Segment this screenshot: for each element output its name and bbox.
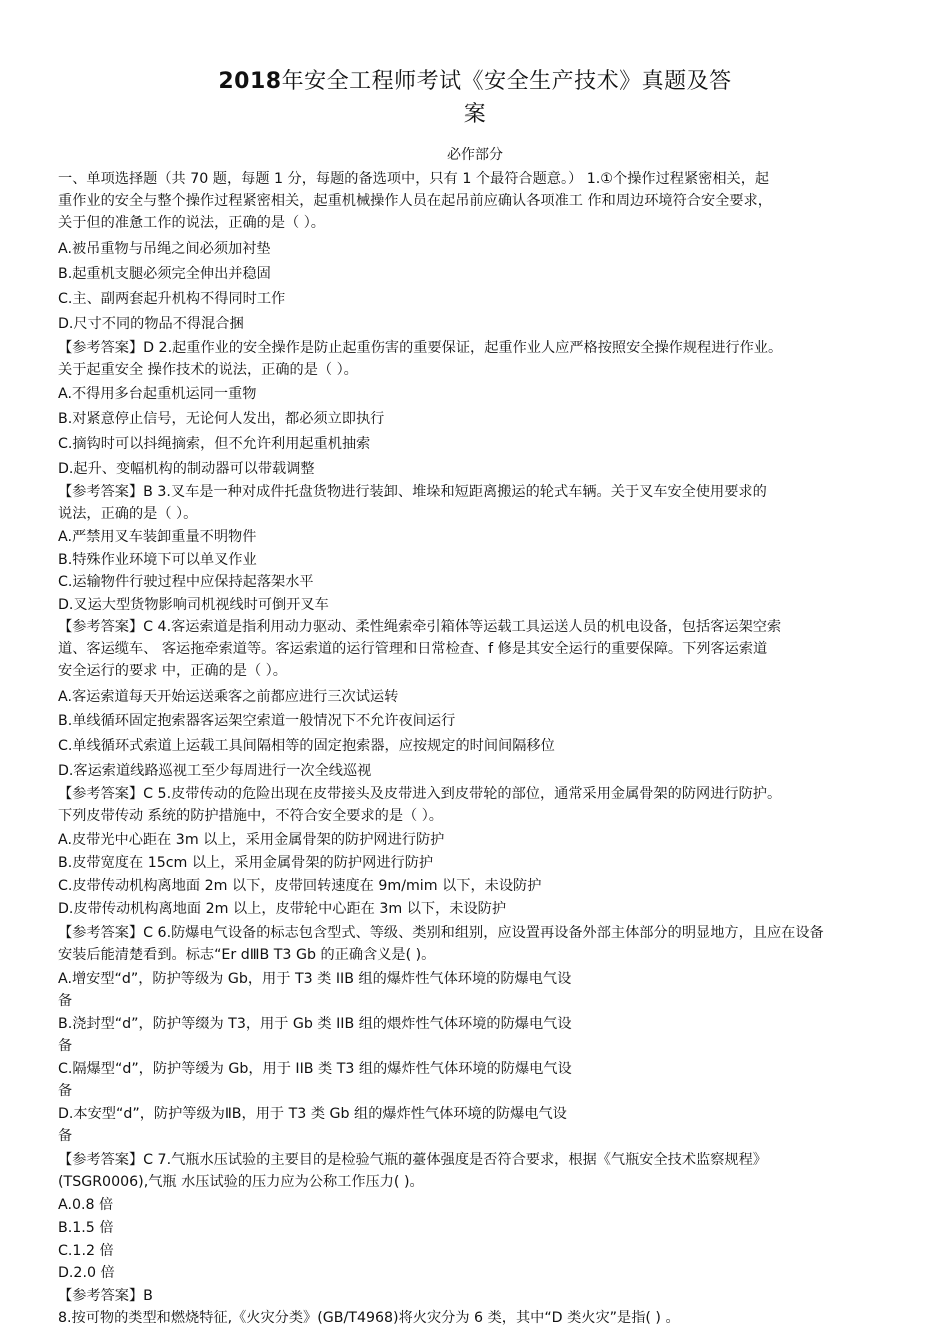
text-line: 重作业的安全与整个操作过程紧密相关，起重机械操作人员在起吊前应确认各项准工 作和周边环境符合安全要求， <box>58 193 772 209</box>
text-line: 下列皮带传动 系统的防护措施中，不符合安全要求的是（ ）。 <box>58 808 443 824</box>
text-line: A.客运索道每天开始运送乘客之前都应进行三次试运转 <box>58 689 399 705</box>
text-line: A.增安型“d”，防护等级为 Gb，用于 T3 类 IIB 组的爆炸性气体环境的防爆电气设 <box>58 971 572 987</box>
text-line: 备 <box>58 993 73 1009</box>
text-line: C.单线循环式索道上运载工具间隔相等的固定抱索器，应按规定的时间间隔移位 <box>58 738 555 754</box>
text-line: D.皮带传动机构离地面 2m 以上，皮带轮中心距在 3m 以下，未设防护 <box>58 901 507 917</box>
text-line: D.叉运大型货物影响司机视线时可倒开叉车 <box>58 597 329 613</box>
title-year: 2018 <box>218 69 282 94</box>
section-label: 必作部分 <box>447 147 503 163</box>
text-line: B.浇封型“d”，防护等缀为 T3，用于 Gb 类 IIB 组的煨炸性气体环境的防爆电气设 <box>58 1016 572 1032</box>
text-line: D.2.0 倍 <box>58 1265 115 1281</box>
text-line: 备 <box>58 1083 73 1099</box>
document-title-line-1 <box>0 66 950 98</box>
text-line: 安装后能清楚看到。标志“Er dⅢB T3 Gb 的正确含义是( )。 <box>58 947 436 963</box>
text-line: 8.按可物的类型和燃烧特征,《火灾分类》(GB/T4968)将火灾分为 6 类，其中“D 类火灾”是指( ) 。 <box>58 1310 680 1326</box>
text-line: D.客运索道线路巡视工至少每周进行一次全线巡视 <box>58 763 372 779</box>
text-line: C.隔爆型“d”，防护等缓为 Gb，用于 IIB 类 T3 组的爆炸性气体环境的防爆电气设 <box>58 1061 572 1077</box>
text-line: A.0.8 倍 <box>58 1197 114 1213</box>
text-line: D.起升、变幅机构的制动器可以带载调整 <box>58 461 315 477</box>
text-line: 关于起重安全 操作技术的说法，正确的是（ ）。 <box>58 362 358 378</box>
text-line: B.皮带宽度在 15cm 以上，采用金属骨架的防护网进行防护 <box>58 855 434 871</box>
text-line: B.对紧意停止信号，无论何人发出，都必须立即执行 <box>58 411 385 427</box>
text-line: 安全运行的要求 中，正确的是（ ）。 <box>58 663 287 679</box>
text-line: A.皮带光中心距在 3m 以上，采用金属骨架的防护网进行防护 <box>58 832 445 848</box>
text-line: B.起重机支腿必须完全伸出并稳固 <box>58 266 271 282</box>
text-line: 说法，正确的是（ ）。 <box>58 506 198 522</box>
text-line: 【参考答案】B <box>58 1288 153 1304</box>
title-text: 年安全工程师考试《安全生产技术》真题及答 <box>281 69 732 94</box>
text-line: 备 <box>58 1128 73 1144</box>
text-line: 备 <box>58 1038 73 1054</box>
text-line: 【参考答案】C 6.防爆电气设备的标志包含型式、等级、类别和组别，应设置再设备外部主体部分的明显地方，且应在设备 <box>58 925 824 941</box>
text-line: 关于但的准惫工作的说法，正确的是（ ）。 <box>58 215 325 231</box>
text-line: C.运输物件行驶过程中应保持起落架水平 <box>58 574 314 590</box>
text-line: 【参考答案】D 2.起重作业的安全操作是防止起重伤害的重要保证，起重作业人应严格按照安全操作规程进行作业。 <box>58 340 783 356</box>
text-line: A.严禁用叉车装卸重量不明物件 <box>58 529 257 545</box>
text-line: 【参考答案】B 3.叉车是一种对成件托盘货物进行装卸、堆垛和短距离搬运的轮式车辆。关于叉车安全使用要求的 <box>58 484 767 500</box>
text-line: C.皮带传动机构离地面 2m 以下，皮带回转速度在 9m/mim 以下，未设防护 <box>58 878 542 894</box>
document-title-line-2: 案 <box>463 102 487 127</box>
text-line: D.尺寸不同的物品不得混合捆 <box>58 316 244 332</box>
text-line: 【参考答案】C 4.客运索道是指利用动力驱动、柔性绳索牵引箱体等运载工具运送人员的机电设备，包括客运架空索 <box>58 619 782 635</box>
text-line: 【参考答案】C 7.气瓶水压试验的主要目的是检验气瓶的薹体强度是否符合要求，根据《气瓶安全技术监察规程》 <box>58 1152 767 1168</box>
text-line: A.不得用多台起重机运同一重物 <box>58 386 257 402</box>
text-line: A.被吊重物与吊绳之间必须加衬垫 <box>58 241 271 257</box>
text-line: 一、单项选择题（共 70 题，每题 1 分，每题的备选项中，只有 1 个最符合题意。） 1.①个操作过程紧密相关，起 <box>58 171 770 187</box>
text-line: B.1.5 倍 <box>58 1220 114 1236</box>
text-line: C.主、副两套起升机构不得同时工作 <box>58 291 286 307</box>
text-line: 道、客运缆车、 客运拖牵索道等。客运索道的运行管理和日常检查、f 修是其安全运行的重要保障。下列客运索道 <box>58 641 768 657</box>
text-line: C.1.2 倍 <box>58 1243 114 1259</box>
text-line: B.单线循环固定抱索器客运架空索道一般情况下不允许夜间运行 <box>58 713 456 729</box>
text-line: D.本安型“d”，防护等级为ⅡB，用于 T3 类 Gb 组的爆炸性气体环境的防爆电气设 <box>58 1106 567 1122</box>
text-line: 【参考答案】C 5.皮带传动的危险出现在皮带接头及皮带进入到皮带轮的部位，通常采用金属骨架的防网进行防护。 <box>58 786 782 802</box>
text-line: C.摘钩时可以抖绳摘索，但不允许利用起重机抽索 <box>58 436 371 452</box>
text-line: B.特殊作业环境下可以单叉作业 <box>58 552 257 568</box>
text-line: (TSGR0006),气瓶 水压试验的压力应为公称工作压力( )。 <box>58 1174 424 1190</box>
